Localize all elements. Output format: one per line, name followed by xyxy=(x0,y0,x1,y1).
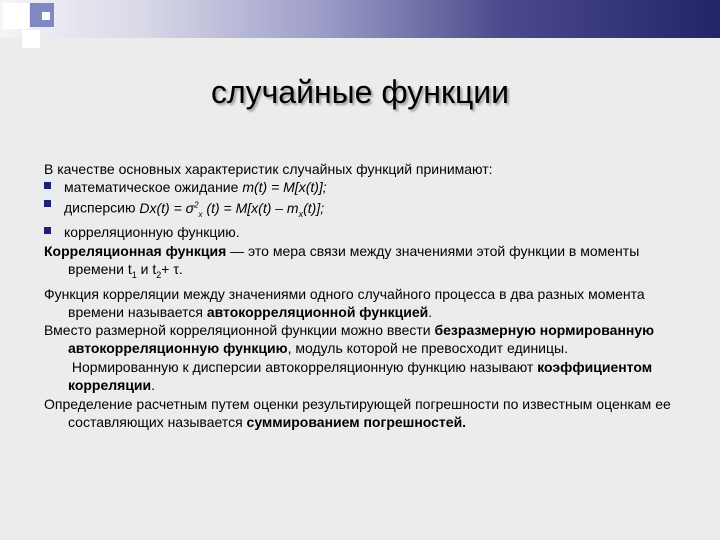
square-bullet-icon xyxy=(44,182,51,189)
square-bullet-icon xyxy=(44,227,51,234)
decor-square-lower xyxy=(22,30,40,48)
paragraph-correlation-function: Корреляционная функция — это мера связи между значениями этой функции в моменты времени $t_1$ и $t_2+ \tau$. xyxy=(44,243,640,281)
paragraph-error-summation: Определение расчетным путем оценки результирующей погрешности по известным оценкам ее составляющих называется суммированием погрешностей. xyxy=(44,396,671,431)
decor-squares xyxy=(0,0,64,52)
paragraph-autocorrelation: Функция корреляции между значениями одного случайного процесса в два разных момента времени называется автокорреляционной функцией. xyxy=(44,286,645,321)
slide-title: случайные функции xyxy=(210,74,510,110)
slide-body xyxy=(44,160,674,431)
bullet-variance: дисперсию $Dx(t) = \sigma^2_x$ $(t) = M[x(t) - m_x(t)]$; xyxy=(44,196,674,223)
decor-square-small xyxy=(42,12,50,20)
bullet-correlation: корреляционную функцию. xyxy=(44,223,674,241)
square-bullet-icon xyxy=(44,200,51,207)
decor-square-large xyxy=(3,3,29,29)
paragraph-correlation-coefficient: Нормированную к дисперсии автокорреляционную функцию называют коэффициентом корреляции. xyxy=(68,359,653,394)
intro-line: В качестве основных характеристик случайных функций принимают: xyxy=(44,161,493,177)
header-gradient-band xyxy=(0,0,720,38)
paragraph-normalized: Вместо размерной корреляционной функции можно ввести безразмерную нормированную автокорреляционную функцию, модуль которой не превосходит единицы. xyxy=(44,322,655,357)
bullet-expectation: математическое ожидание m(t) = M[x(t)]; xyxy=(44,178,674,196)
